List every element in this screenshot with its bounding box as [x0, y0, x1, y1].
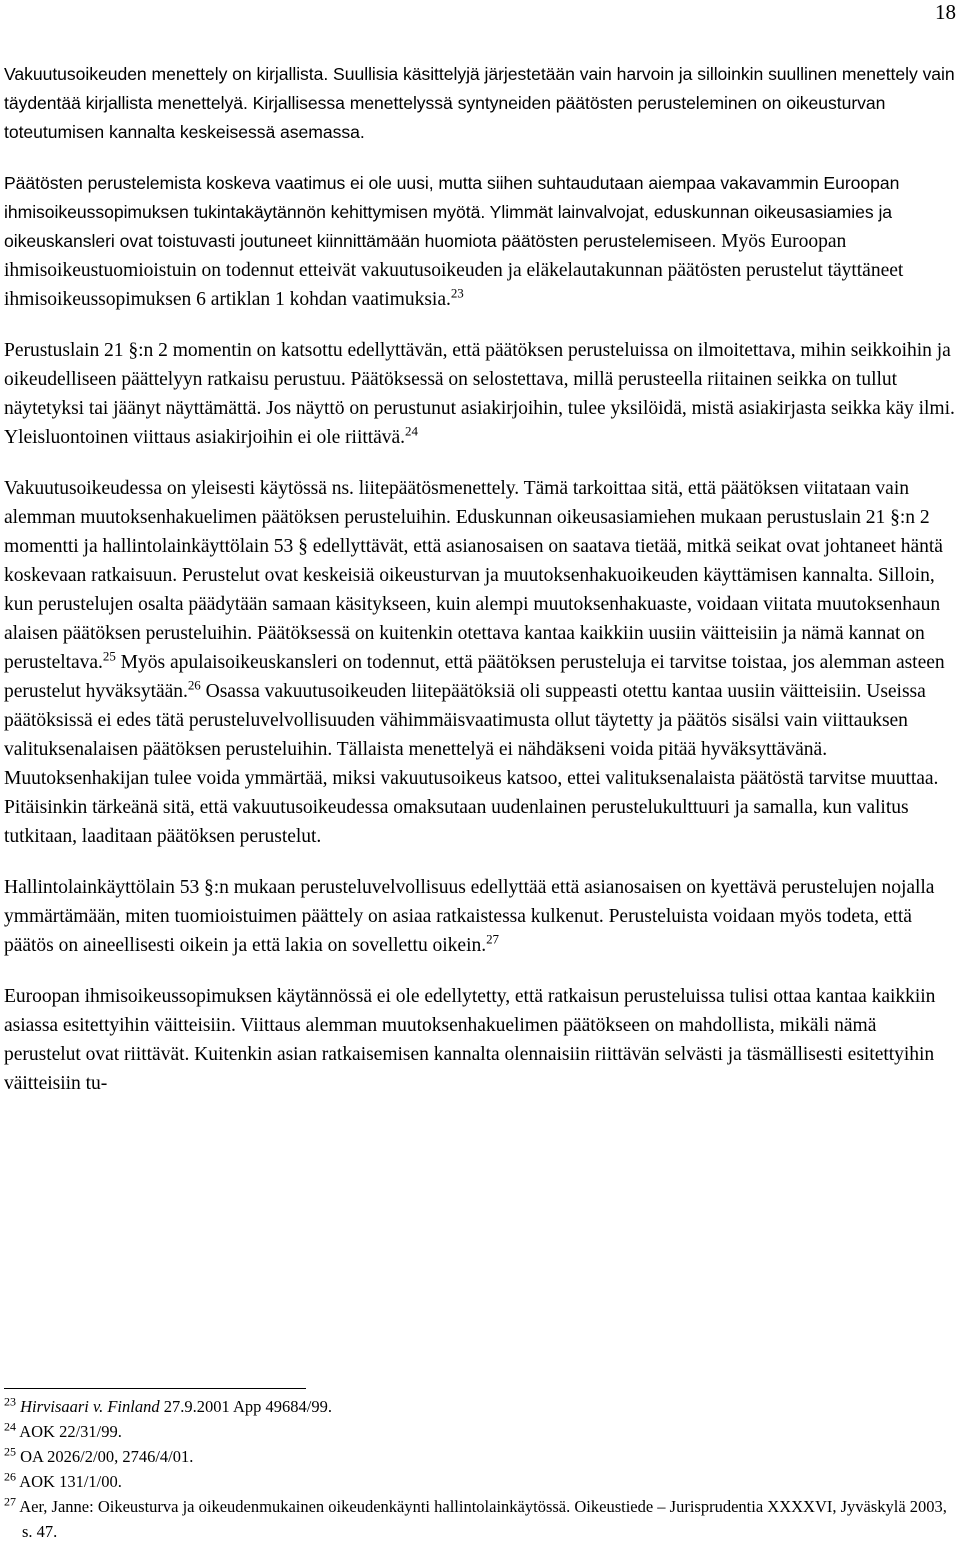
paragraph-1 [4, 60, 956, 147]
footnote-divider [4, 1388, 306, 1389]
paragraph-2-sans-text: Päätösten perustelemista koskeva vaatimus ei ole uusi, mutta siihen suhtaudutaan aiempaa vakavammin Euroopan ihmisoikeussopimuksen tukintakäytännön kehittymisen myötä. Ylimmät lainvalvojat, eduskunnan oikeusasiamies ja oikeuskansleri ovat toistuvasti joutuneet kiinnittämään huomiota päätösten perustelemiseen. [4, 173, 900, 251]
paragraph-4-text-c: Osassa vakuutusoikeuden liitepäätöksiä oli suppeasti otettu kantaa uusiin väitteisiin. Useissa päätöksissä ei edes tätä perusteluvelvollisuuden vähimmäisvaatimusta ollut täytetty ja päätös sisälsi vain viittauksen valituksenalaisen päätöksen perusteluihin. Tällaista menettelyä ei nähdäkseni voida pitää hyväksyttävänä. Muutoksenhakijan tulee voida ymmärtää, miksi vakuutusoikeus katsoo, ettei valituksenalaista päätöstä tarvitse muuttaa. Pitäisinkin tärkeänä sitä, että vakuutusoikeudessa omaksutaan uudenlainen perustelukulttuuri ja samalla, kun valitus tutkitaan, laaditaan päätöksen perustelut. [4, 681, 939, 847]
footnote-text: AOK 131/1/00. [19, 1472, 122, 1491]
footnote-text: Aer, Janne: Oikeusturva ja oikeudenmukainen oikeudenkäynti hallintolainkäytössä. Oikeustiede – Jurisprudentia XXXXVI, Jyväskylä 2003, s. 47. [19, 1497, 947, 1541]
body-text [4, 60, 956, 1120]
footnote-text: AOK 22/31/99. [19, 1422, 122, 1441]
paragraph-6-text: Euroopan ihmisoikeussopimuksen käytännössä ei ole edellytetty, että ratkaisun perusteluissa tulisi ottaa kantaa kaikkiin asiassa esitettyihin väitteisiin. Viittaus alemman muutoksenhakuelimen päätökseen on mahdollista, mikäli nämä perustelut ovat riittävät. Kuitenkin asian ratkaisemisen kannalta olennaisiin riittävän selvästi ja täsmällisesti esitettyihin väitteisiin tu- [4, 986, 936, 1094]
footnotes [4, 1394, 956, 1544]
paragraph-2-serif-text: Myös Euroopan ihmisoikeustuomioistuin on todennut etteivät vakuutusoikeuden ja eläkelautakunnan päätösten perustelut täyttäneet ihmisoikeussopimuksen 6 artiklan 1 kohdan vaatimuksia. [4, 231, 904, 310]
footnote-ref-24: 24 [405, 423, 418, 439]
footnote-case-name: Hirvisaari v. Finland [20, 1397, 160, 1416]
page-number: 18 [935, 0, 956, 24]
paragraph-4 [4, 474, 956, 851]
footnote-27 [4, 1494, 956, 1544]
footnote-25 [4, 1444, 956, 1469]
paragraph-4-text-b: Myös apulaisoikeuskansleri on todennut, että päätöksen perusteluja ei tarvitse toistaa, jos alemman asteen perustelut hyväksytään. [4, 652, 945, 702]
footnote-number: 25 [4, 1444, 16, 1459]
footnote-ref-26: 26 [187, 677, 201, 693]
footnote-number: 27 [4, 1494, 16, 1509]
footnote-ref-23: 23 [450, 285, 464, 301]
footnote-23 [4, 1394, 956, 1419]
paragraph-5 [4, 873, 956, 960]
paragraph-1-text: Vakuutusoikeuden menettely on kirjallista. Suullisia käsittelyjä järjestetään vain harvoin ja silloinkin suullinen menettely vain täydentää kirjallista menettelyä. Kirjallisessa menettelyssä syntyneiden päätösten perusteleminen on oikeusturvan toteutumisen kannalta keskeisessä asemassa. [4, 64, 955, 142]
paragraph-3 [4, 336, 956, 452]
footnote-number: 26 [4, 1469, 16, 1484]
footnote-text: 27.9.2001 App 49684/99. [159, 1397, 332, 1416]
footnote-26 [4, 1469, 956, 1494]
paragraph-5-text: Hallintolainkäyttölain 53 §:n mukaan perusteluvelvollisuus edellyttää että asianosaisen on kyettävä perustelujen nojalla ymmärtämään, miten tuomioistuimen päättely on asiaa ratkaistessa kulkenut. Perusteluista voidaan myös todeta, että päätös on aineellisesti oikein ja että lakia on sovellettu oikein. [4, 877, 935, 956]
footnote-ref-25: 25 [102, 648, 116, 664]
footnote-24 [4, 1419, 956, 1444]
footnote-text: OA 2026/2/00, 2746/4/01. [20, 1447, 194, 1466]
footnote-number: 24 [4, 1419, 16, 1434]
footnote-number: 23 [4, 1394, 16, 1409]
footnote-ref-27: 27 [486, 931, 499, 947]
paragraph-2 [4, 169, 956, 314]
paragraph-4-text-a: Vakuutusoikeudessa on yleisesti käytössä ns. liitepäätösmenettely. Tämä tarkoittaa sitä, että päätöksen viitataan vain alemman muutoksenhakuelimen päätöksen perusteluihin. Eduskunnan oikeusasiamiehen mukaan perustuslain 21 §:n 2 momentti ja hallintolainkäyttölain 53 § edellyttävät, että asianosaisen on saatava tietää, mitkä seikat ovat johtaneet häntä koskevaan ratkaisuun. Perustelut ovat keskeisiä oikeusturvan ja muutoksenhakuoikeuden käyttämisen kannalta. Silloin, kun perustelujen osalta päädytään samaan käsitykseen, kuin alempi muutoksenhakuaste, voidaan viitata muutoksenhaun alaisen päätöksen perusteluihin. Päätöksessä on kuitenkin otettava kantaa kaikkiin uusiin väitteisiin ja nämä kannat on perusteltava. [4, 478, 943, 673]
paragraph-3-text: Perustuslain 21 §:n 2 momentin on katsottu edellyttävän, että päätöksen perusteluissa on ilmoitettava, mihin seikkoihin ja oikeudelliseen päättelyyn ratkaisu perustuu. Päätöksessä on selostettava, millä perusteella riitainen seikka on tullut näytetyksi tai jäänyt näyttämättä. Jos näyttö on perustunut asiakirjoihin, tulee yksilöidä, mistä asiakirjasta seikka käy ilmi. Yleisluontoinen viittaus asiakirjoihin ei ole riittävä. [4, 340, 955, 448]
paragraph-6 [4, 982, 956, 1098]
